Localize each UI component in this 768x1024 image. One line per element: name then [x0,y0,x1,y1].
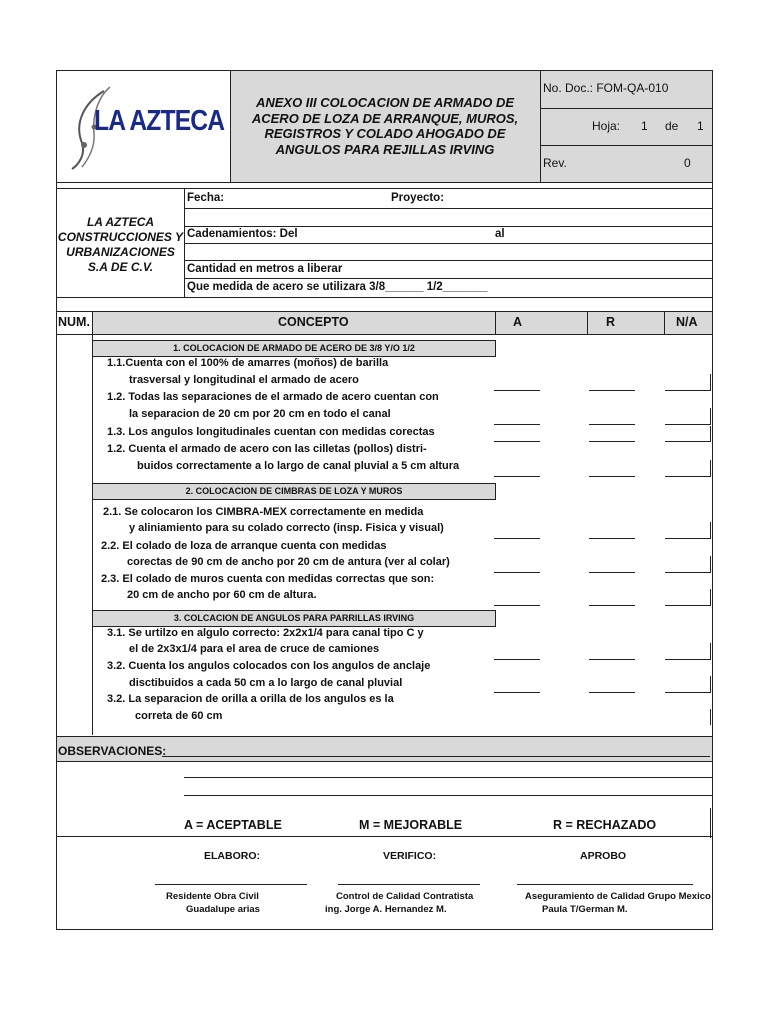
answer-r[interactable] [589,476,635,477]
al-label: al [495,228,505,240]
logo-block [64,85,224,170]
section-3-item: 3.2. La separacion de orilla a orilla de los angulos es la [107,693,394,705]
answer-a[interactable] [494,476,540,477]
section-3-title: 3. COLCACION DE ANGULOS PARA PARRILLAS IRVING [92,610,496,627]
legend-aceptable: A = ACEPTABLE [184,818,282,832]
hoja-total: 1 [697,119,704,133]
section-3-item: 3.2. Cuenta los angulos colocados con los angulos de anclaje [107,660,431,672]
elaboro-signature-line[interactable] [155,884,307,885]
answer-a[interactable] [494,605,540,606]
aprobo-signature-line[interactable] [517,884,693,885]
answer-r[interactable] [589,424,635,425]
cadenamientos-label: Cadenamientos: Del [187,228,298,240]
answer-na[interactable] [665,476,711,477]
aprobo-role: Aseguramiento de Calidad Grupo Mexico [525,891,711,902]
answer-r[interactable] [589,659,635,660]
legend-rechazado: R = RECHAZADO [553,818,657,832]
answer-a[interactable] [494,572,540,573]
section-1-item: 1.2. Cuenta el armado de acero con las cilletas (pollos) distri- [107,443,427,455]
section-2-item: corectas de 90 cm de ancho por 20 cm de antura (ver al colar) [127,556,450,568]
company-name: LA AZTECA CONSTRUCCIONES Y URBANIZACIONES S.A DE C.V. [57,215,184,274]
proyecto-label: Proyecto: [391,192,445,204]
logo-text: LA AZTECA [94,105,225,137]
section-3-item: correta de 60 cm [135,710,223,722]
verifico-signature-line[interactable] [338,884,480,885]
answer-r[interactable] [589,441,635,442]
section-3-item: disctibuidos a cada 50 cm a lo largo de canal pluvial [129,677,403,689]
answer-r[interactable] [589,605,635,606]
observaciones-line[interactable] [184,777,712,778]
rev-label: Rev. [543,156,567,170]
answer-na[interactable] [665,390,711,391]
answer-r[interactable] [589,390,635,391]
cantidad-label: Cantidad en metros a liberar [187,263,343,275]
hoja-de: de [665,119,679,133]
verifico-role: Control de Calidad Contratista [336,891,474,902]
fecha-label: Fecha: [187,192,225,204]
answer-a[interactable] [494,390,540,391]
elaboro-role: Residente Obra Civil [166,891,259,902]
section-3-item: 3.1. Se urtilzo en algulo correcto: 2x2x1/4 para canal tipo C y [107,627,424,639]
answer-na[interactable] [665,605,711,606]
hoja-number: 1 [641,119,648,133]
answer-a[interactable] [494,538,540,539]
col-na: N/A [676,315,698,329]
table-header [92,312,712,334]
observaciones-label: OBSERVACIONES: [58,744,167,758]
rev-value: 0 [684,156,691,170]
observaciones-line[interactable] [184,795,712,796]
answer-na[interactable] [665,538,711,539]
col-concepto: CONCEPTO [278,315,349,329]
section-2-title: 2. COLOCACION DE CIMBRAS DE LOZA Y MUROS [92,483,496,500]
section-1-title: 1. COLOCACION DE ARMADO DE ACERO DE 3/8 Y/O 1/2 [92,340,496,357]
answer-na[interactable] [665,572,711,573]
section-2-item: y aliniamiento para su colado correcto (insp. Fisica y visual) [129,522,444,534]
verifico-name: ing. Jorge A. Hernandez M. [325,904,447,915]
col-a: A [513,315,523,329]
document-title: ANEXO III COLOCACION DE ARMADO DE ACERO DE LOZA DE ARRANQUE, MUROS, REGISTROS Y COLADO AHOGADO DE ANGULOS PARA REJILLAS IRVING [251,95,519,157]
col-num: NUM. [58,315,90,329]
aprobo-heading: APROBO [580,850,627,862]
doc-number: No. Doc.: FOM-QA-010 [543,81,669,95]
aprobo-name: Paula T/German M. [542,904,628,915]
page-frame [56,70,713,930]
section-1-item: trasversal y longitudinal el armado de acero [129,374,359,386]
answer-a[interactable] [494,692,540,693]
section-2-item: 2.2. El colado de loza de arranque cuenta con medidas [101,540,387,552]
section-1-item: la separacion de 20 cm por 20 cm en todo el canal [129,408,391,420]
elaboro-name: Guadalupe arias [186,904,260,915]
section-2-item: 2.1. Se colocaron los CIMBRA-MEX correctamente en medida [103,506,424,518]
section-1-item: 1.1.Cuenta con el 100% de amarres (moños) de barilla [107,357,389,369]
elaboro-heading: ELABORO: [204,850,260,862]
answer-r[interactable] [589,538,635,539]
section-2-item: 2.3. El colado de muros cuenta con medidas correctas que son: [101,573,435,585]
section-1-item: 1.3. Los angulos longitudinales cuentan con medidas corectas [107,426,435,438]
section-1-item: buidos correctamente a lo largo de canal pluvial a 5 cm altura [137,460,460,472]
section-2-item: 20 cm de ancho por 60 cm de altura. [127,589,317,601]
verifico-heading: VERIFICO: [383,850,437,862]
answer-a[interactable] [494,659,540,660]
answer-r[interactable] [589,692,635,693]
answer-a[interactable] [494,441,540,442]
answer-na[interactable] [665,659,711,660]
col-r: R [606,315,616,329]
answer-na[interactable] [665,441,711,442]
legend-mejorable: M = MEJORABLE [359,818,463,832]
hoja-label: Hoja: [592,119,621,133]
answer-na[interactable] [665,692,711,693]
section-3-item: el de 2x3x1/4 para el area de cruce de camiones [129,643,380,655]
answer-a[interactable] [494,424,540,425]
section-1-item: 1.2. Todas las separaciones de el armado de acero cuentan con [107,391,439,403]
medida-label: Que medida de acero se utilizara 3/8______ 1/2_______ [187,281,488,293]
answer-na[interactable] [665,424,711,425]
answer-r[interactable] [589,572,635,573]
